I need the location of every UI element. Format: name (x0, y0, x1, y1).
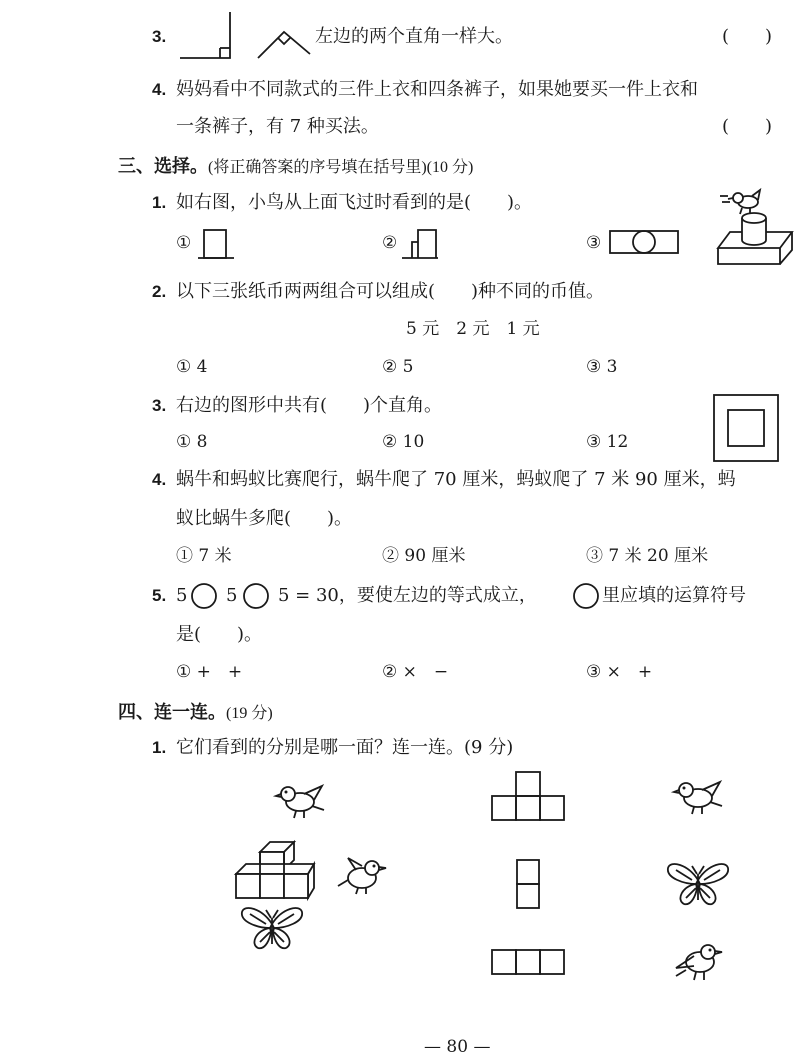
question-text-tail: 里应填的运算符号 (602, 585, 746, 606)
equation-operand: 5 (226, 585, 238, 606)
butterfly-icon (666, 860, 730, 910)
section-heading (118, 152, 473, 178)
question-number: 1. (152, 193, 167, 212)
top-view-option-2 (402, 228, 442, 260)
butterfly-icon (240, 904, 304, 952)
option-1[interactable]: ① 7 米 (176, 546, 232, 566)
option-1[interactable]: ① (176, 233, 192, 253)
option-3[interactable]: ③ 7 米 20 厘米 (586, 546, 709, 566)
answer-paren[interactable]: ( ) (722, 116, 773, 137)
option-3[interactable]: ③ (586, 233, 602, 253)
question-text: 左边的两个直角一样大。 (315, 26, 513, 47)
section-title: 三、选择。 (118, 156, 208, 176)
nested-squares-figure (712, 393, 782, 465)
page-number: — 80 — (424, 1037, 491, 1057)
operator-circle-1[interactable] (190, 582, 218, 610)
bird-icon (274, 780, 326, 820)
right-angle-figure (172, 8, 312, 68)
option-2[interactable]: ② × − (382, 662, 449, 682)
top-view-option-3 (609, 229, 681, 257)
section-heading (118, 698, 273, 724)
answer-paren[interactable]: ( ) (722, 26, 773, 47)
question-text: 妈妈看中不同款式的三件上衣和四条裤子，如果她要买一件上衣和 (176, 79, 698, 100)
option-2[interactable]: ② 90 厘米 (382, 546, 466, 566)
section-title: 四、连一连。 (118, 702, 226, 722)
question-number: 3. (152, 396, 167, 415)
cube-stack-figure (234, 838, 314, 900)
option-2[interactable]: ② (382, 233, 398, 253)
option-1[interactable]: ① 8 (176, 432, 208, 452)
question-number: 2. (152, 282, 167, 301)
question-text: 右边的图形中共有( )个直角。 (176, 395, 443, 416)
operator-circle-icon (572, 582, 600, 610)
question-text-line2: 是( )。 (176, 624, 263, 645)
question-text: 它们看到的分别是哪一面？连一连。(9 分) (176, 737, 514, 758)
question-number: 1. (152, 738, 167, 757)
bird-icon (672, 940, 724, 984)
front-view-shape (492, 770, 566, 822)
question-text: 如右图，小鸟从上面飞过时看到的是( )。 (176, 192, 533, 213)
option-2[interactable]: ② 5 (382, 357, 414, 377)
question-number: 3. (152, 27, 167, 46)
question-text: 蜗牛和蚂蚁比赛爬行，蜗牛爬了 70 厘米，蚂蚁爬了 7 米 90 厘米，蚂 (176, 469, 736, 490)
section-note: (将正确答案的序号填在括号里)(10 分) (208, 159, 474, 176)
question-text-line2: 一条裤子，有 7 种买法。 (176, 116, 379, 137)
bird-icon (338, 856, 390, 896)
question-text: 以下三张纸币两两组合可以组成( )种不同的币值。 (176, 281, 605, 302)
side-view-shape (516, 858, 542, 910)
section-note: (19 分) (226, 705, 273, 722)
option-1[interactable]: ① + + (176, 662, 243, 682)
bird-cylinder-figure (716, 188, 796, 266)
option-1[interactable]: ① 4 (176, 357, 208, 377)
bird-icon (672, 776, 724, 816)
option-3[interactable]: ③ 3 (586, 357, 618, 377)
top-view-option-1 (198, 228, 238, 260)
option-2[interactable]: ② 10 (382, 432, 425, 452)
option-3[interactable]: ③ × + (586, 662, 653, 682)
bill-list: 5 元 2 元 1 元 (406, 319, 540, 339)
operator-circle-2[interactable] (242, 582, 270, 610)
equation-operand: 5 (176, 585, 188, 606)
question-text: 5 = 30，要使左边的等式成立， (278, 585, 537, 606)
bird-icon (720, 190, 760, 214)
question-number: 5. (152, 586, 167, 605)
question-number: 4. (152, 80, 167, 99)
option-3[interactable]: ③ 12 (586, 432, 629, 452)
question-number: 4. (152, 470, 167, 489)
top-view-shape (492, 948, 566, 976)
question-text-line2: 蚁比蜗牛多爬( )。 (176, 508, 353, 529)
